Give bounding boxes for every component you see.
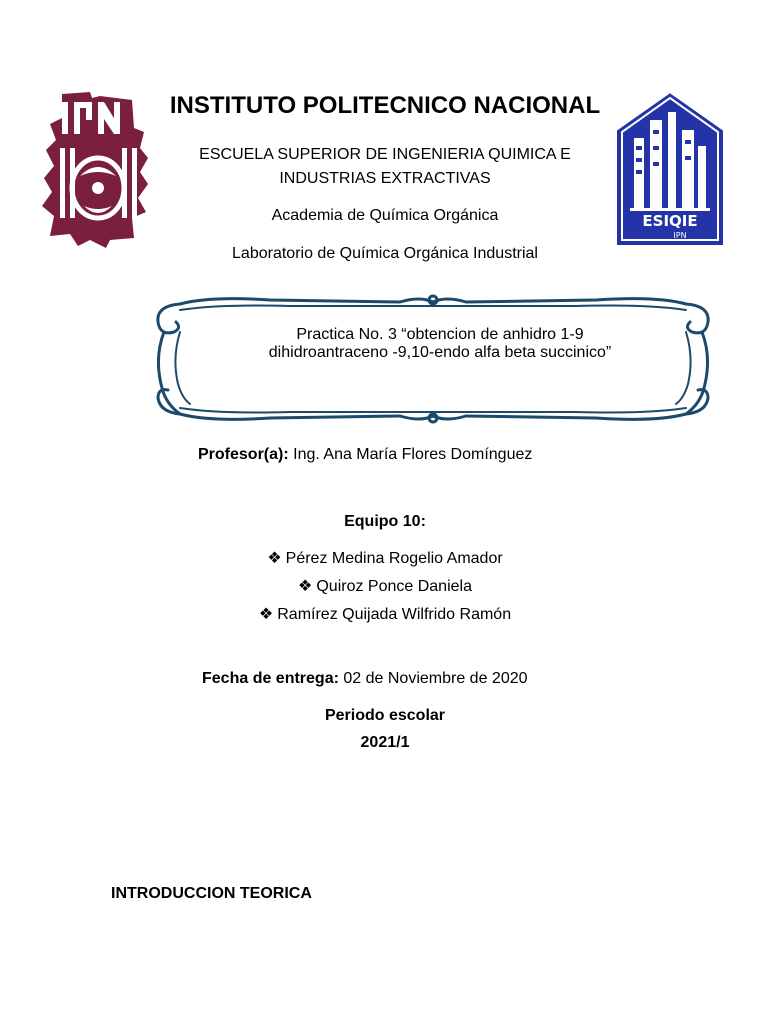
practice-title-line-1: Practica No. 3 “obtencion de anhidro 1-9 xyxy=(296,326,584,343)
section-heading: INTRODUCCION TEORICA xyxy=(111,885,312,902)
practice-title xyxy=(205,326,675,362)
academy-name: Academia de Química Orgánica xyxy=(271,207,499,224)
delivery-label: Fecha de entrega: xyxy=(202,670,339,687)
laboratory-name: Laboratorio de Química Orgánica Industrial xyxy=(232,245,538,262)
professor-line xyxy=(198,446,532,464)
team-member-name: Pérez Medina Rogelio Amador xyxy=(285,550,503,567)
practice-title-line-2: dihidroantraceno -9,10-endo alfa beta succinico” xyxy=(268,344,612,361)
team-member xyxy=(150,548,620,568)
team-member xyxy=(150,576,620,596)
team-member-name: Ramírez Quijada Wilfrido Ramón xyxy=(277,606,512,623)
diamond-bullet-icon: ❖ xyxy=(298,578,313,595)
professor-name: Ing. Ana María Flores Domínguez xyxy=(293,446,533,463)
diamond-bullet-icon: ❖ xyxy=(258,606,274,623)
esiqie-logo-ipn: IPN xyxy=(673,231,687,240)
esiqie-logo-icon xyxy=(614,90,726,248)
school-name: ESCUELA SUPERIOR DE INGENIERIA QUIMICA E INDUSTRIAS EXTRACTIVAS xyxy=(199,146,571,187)
period-label: Periodo escolar xyxy=(324,707,446,724)
esiqie-logo-text: ESIQIE xyxy=(642,212,698,230)
team-member-name: Quiroz Ponce Daniela xyxy=(316,578,472,595)
delivery-date: 02 de Noviembre de 2020 xyxy=(343,670,528,687)
period-value: 2021/1 xyxy=(360,734,410,751)
team-label: Equipo 10: xyxy=(344,513,426,530)
institution-title: INSTITUTO POLITECNICO NACIONAL xyxy=(169,92,601,119)
professor-label: Profesor(a): xyxy=(198,446,289,463)
delivery-line xyxy=(202,670,528,688)
ipn-logo-icon xyxy=(40,88,152,250)
diamond-bullet-icon: ❖ xyxy=(267,550,282,567)
team-member xyxy=(150,604,620,624)
